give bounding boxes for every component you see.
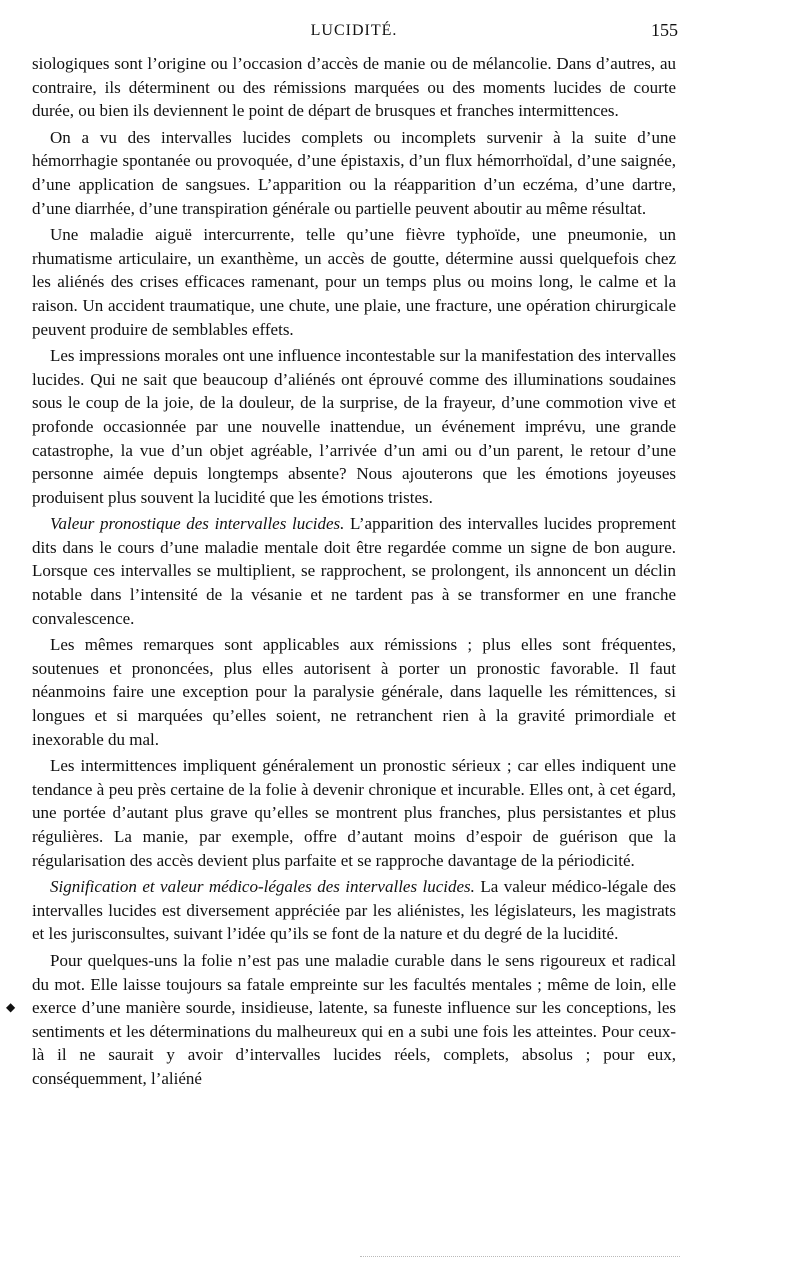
- section-heading-medicolegal: Signification et valeur médico-légales des intervalles lucides.: [50, 877, 475, 897]
- paragraph-5: [32, 512, 676, 630]
- footer-dotted-rule: [360, 1250, 680, 1257]
- running-title: LUCIDITÉ.: [310, 22, 398, 39]
- paragraph-2: On a vu des intervalles lucides complets ou incomplets survenir à la suite d’une hémorrhagie spontanée ou provoquée, d’une épistaxis, d’un flux hémorrhoïdal, d’une saignée, d’une application de sangsues. L’apparition ou la réapparition d’un eczéma, d’une dartre, d’une diarrhée, d’une transpiration générale ou partielle peuvent aboutir au même résultat.: [32, 127, 676, 218]
- paragraph-5-text: L’apparition des intervalles lucides proprement dits dans le cours d’une maladie mentale doit être regardée comme un signe de bon augure. Lorsque ces intervalles se multiplient, se rapprochent, se prolongent, ils annoncent un déclin notable dans l’intensité de la vésanie et ne tardent pas à se transformer en une franche convalescence.: [32, 514, 676, 628]
- paragraph-9: Pour quelques-uns la folie n’est pas une maladie curable dans le sens rigoureux et radical du mot. Elle laisse toujours sa fatale empreinte sur les facultés mentales ; même de loin, elle exerce d’une manière sourde, insidieuse, latente, sa funeste influence sur les conceptions, les sentiments et les déterminations du malheureux qui en a subi une fois les atteintes. Pour ceux-là il ne saurait y avoir d’intervalles lucides réels, complets, absolus ; pour eux, conséquemment, l’aliéné: [32, 950, 676, 1088]
- paragraph-6: Les mêmes remarques sont applicables aux rémissions ; plus elles sont fréquentes, soutenues et prononcées, plus elles autorisent à porter un pronostic favorable. Il faut néanmoins faire une exception pour la paralysie générale, dans laquelle les rémittences, si longues et si marquées qu’elles soient, ne retranchent rien à la gravité primordiale et inexorable du mal.: [32, 635, 676, 749]
- page-body: [32, 52, 676, 1091]
- section-heading-prognostic: Valeur pronostique des intervalles lucides.: [50, 514, 345, 534]
- page-header: [32, 18, 676, 52]
- paragraph-8: [32, 875, 676, 946]
- paragraph-4: Les impressions morales ont une influence incontestable sur la manifestation des intervalles lucides. Qui ne sait que beaucoup d’aliénés ont éprouvé comme des illuminations soudaines sous le coup de la joie, de la douleur, de la surprise, de la frayeur, d’une commotion vive et profonde occasionnée par une nouvelle inattendue, un événement imprévu, une grande catastrophe, la vue d’un objet agréable, l’arrivée d’un ami ou d’un parent, le retour d’une personne aimée depuis longtemps absente? Nous ajouterons que les émotions joyeuses produisent plus souvent la lucidité que les émotions tristes.: [32, 346, 676, 507]
- page-number: 155: [651, 20, 678, 40]
- paragraph-8-text: La valeur médico-légale des intervalles lucides est diversement appréciée par les aliénistes, les législateurs, les magistrats et les jurisconsultes, suivant l’idée qu’ils se font de la nature et du degré de la lucidité.: [32, 877, 676, 944]
- book-page: [32, 18, 676, 1253]
- margin-mark-icon: ◆: [6, 1000, 16, 1014]
- paragraph-7: Les intermittences impliquent généralement un pronostic sérieux ; car elles indiquent une tendance à peu près certaine de la folie à devenir chronique et incurable. Elles ont, à cet égard, une portée d’autant plus grave qu’elles se montrent plus franches, plus persistantes et plus régulières. La manie, par exemple, offre d’autant moins d’espoir de guérison que la régularisation des accès devient plus parfaite et se rapproche davantage de la périodicité.: [32, 756, 676, 870]
- paragraph-3: Une maladie aiguë intercurrente, telle qu’une fièvre typhoïde, une pneumonie, un rhumatisme articulaire, un exanthème, un accès de goutte, détermine aussi quelquefois chez les aliénés des crises efficaces ramenant, pour un temps plus ou moins long, le calme et la raison. Un accident traumatique, une chute, une plaie, une fracture, une opération chirurgicale peuvent produire de semblables effets.: [32, 225, 676, 339]
- paragraph-1: siologiques sont l’origine ou l’occasion d’accès de manie ou de mélancolie. Dans d’autres, au contraire, ils déterminent ou des rémissions marquées ou des moments lucides de courte durée, ou bien ils deviennent le point de départ de brusques et franches intermittences.: [32, 54, 676, 121]
